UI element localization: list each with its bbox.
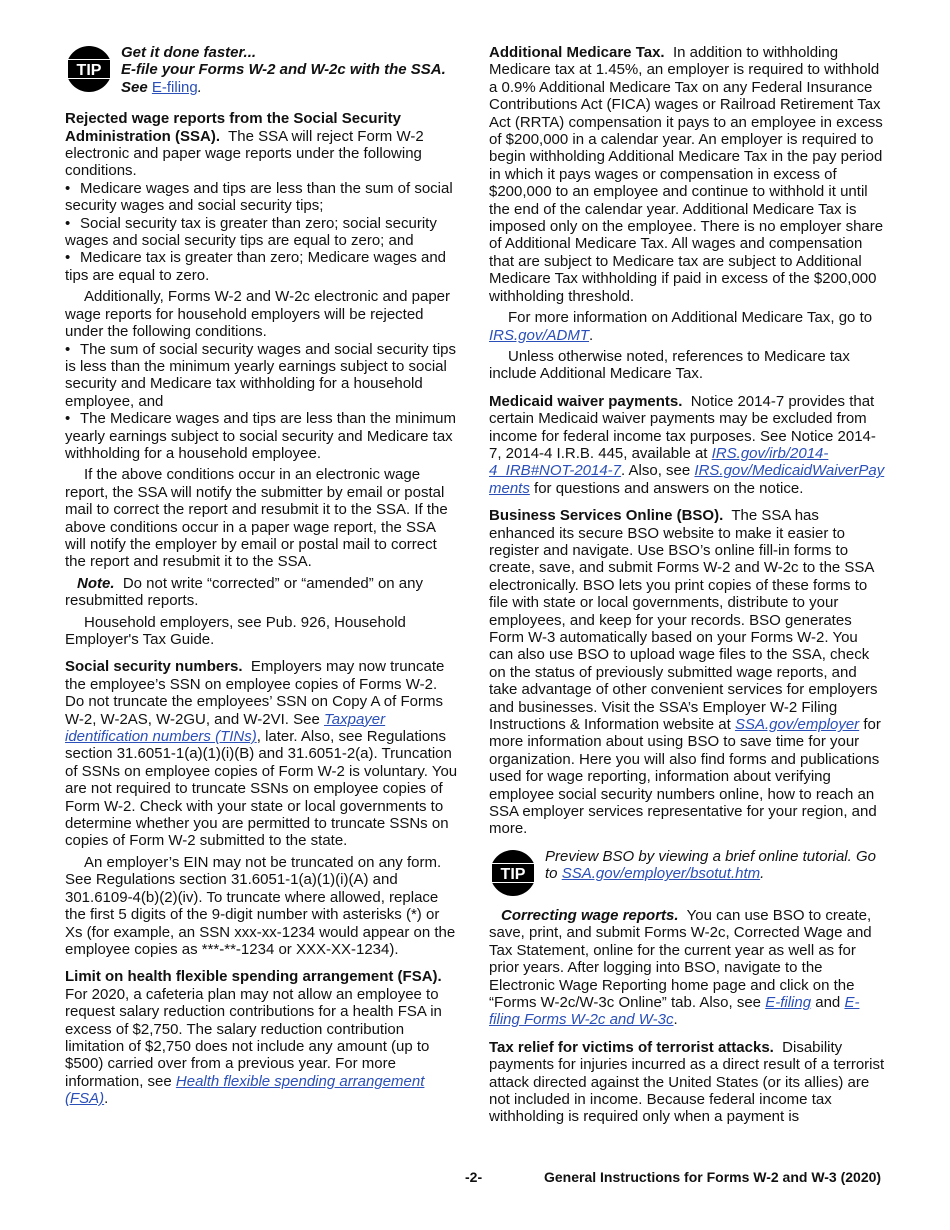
fsa-end: . (104, 1090, 109, 1108)
fsa-paragraph (65, 968, 458, 1107)
efiling-link-2[interactable]: E-filing (765, 993, 812, 1011)
tip-icon (65, 45, 113, 93)
tip-callout-bso (489, 848, 886, 897)
rejected-reports-paragraph (65, 110, 458, 180)
tip-icon-label: TIP (76, 62, 102, 79)
medicaid-paragraph (489, 393, 886, 497)
notify-paragraph: If the above conditions occur in an electronic wage report, the SSA will notify the submitter by email or postal mail to correct the report and resubmit it to the SSA. If the above conditions occur in a paper wage report, the SSA will notify the employer by email or postal mail to correct the report and resubmit it to the SSA. (65, 466, 448, 571)
admt-link[interactable]: IRS.gov/ADMT (489, 326, 590, 344)
correcting-and: and (815, 993, 841, 1011)
tip-icon (489, 849, 537, 897)
tip-bso-text: Preview BSO by viewing a brief online tutorial. Go to (545, 847, 876, 883)
ssn-text-2: , later. Also, see Regulations section 31.6051-1(a)(1)(i)(B) and 31.6051-2(a). Truncation of SSNs on employee copies of Form W-2 is voluntary. You are not required to truncate SSNs on employee copies of Form W-2. Check with your state or local governments to determine whether you are permitted to truncate SSNs on copies of Form W-2 submitted to the state. (65, 728, 458, 850)
left-column (65, 44, 458, 1108)
bso-text: The SSA has enhanced its secure BSO website to make it easier to register and navigate. Use BSO’s online fill-in forms to create, save, and submit Forms W-2 and W-2c to the SSA electronically. BSO lets you print copies of these forms to file with state or local governments, distribute to your employees, and keep for your records. BSO generates Form W-3 automatically based on your Forms W-2. You can also use BSO to upload wage files to the SSA, check on the status of previously submitted wage reports, and take advantage of other convenient services for employers and businesses. Visit the SSA’s Employer W-2 Filing Instructions & Information website at (489, 507, 878, 734)
list-item: • Medicare tax is greater than zero; Medicare wages and tips are equal to zero. (65, 249, 447, 284)
note-text: Do not write “corrected” or “amended” on any resubmitted reports. (65, 574, 423, 610)
page-number: -2- (465, 1169, 483, 1185)
list-item: • Social security tax is greater than zero; social security wages and social security tips are equal to zero; and (65, 214, 437, 250)
medicaid-waiver-link[interactable]: IRS.gov/MedicaidWaiverPayments (489, 462, 885, 497)
medicaid-text-2: . Also, see (621, 462, 691, 480)
list-item: • The sum of social security wages and social security tips is less than the minimum yearly earnings subject to social security and Medicare tax withholding for a household employee, and (65, 340, 456, 410)
tip-end: . (197, 78, 202, 96)
bso-text-2: for more information about using BSO to save time for your organization. Here you will also find forms and publications used for wage reporting, information about verifying employee social security numbers online, how to reach an SSA employer services representative for your region, and more. (489, 716, 881, 838)
tip-bso-end: . (760, 865, 765, 883)
tip-callout-efile (65, 44, 458, 96)
ssn-paragraph (65, 658, 458, 849)
note-paragraph (65, 575, 458, 610)
fsa-link[interactable]: Health flexible spending arrangement (FSA) (65, 1072, 425, 1108)
correcting-end: . (673, 1011, 678, 1029)
correcting-paragraph (489, 907, 886, 1029)
amt-unless-paragraph: Unless otherwise noted, references to Medicare tax include Additional Medicare Tax. (489, 347, 850, 383)
tip-text (121, 44, 446, 96)
household-intro: Additionally, Forms W-2 and W-2c electronic and paper wage reports for household employers will be rejected under the following conditions. (65, 288, 450, 341)
ssn-heading: Social security numbers. (65, 658, 243, 676)
terror-text: Disability payments for injuries incurred as a direct result of a terrorist attack directed against the United States (or its allies) are not included in income. Because federal income tax withholding is required only when a payment is (489, 1038, 885, 1126)
amt-more-text: For more information on Additional Medicare Tax, go to (508, 309, 873, 327)
correcting-text: You can use BSO to create, save, print, and submit Forms W-2c, Corrected Wage and Tax Statement, online for the current year as well as for prior years. After logging into BSO, navigate to the Electronic Wage Reporting home page and click on the “Forms W-2c/W-3c Online” tab. Also, see (489, 906, 872, 1011)
tip-see: See (121, 78, 148, 96)
irb-link[interactable]: IRS.gov/irb/2014-4_IRB#NOT-2014-7 (489, 444, 829, 480)
bullet-text: Medicare wages and tips are less than the sum of social security wages and social security tips; (65, 179, 453, 215)
bso-tutorial-link[interactable]: SSA.gov/employer/bsotut.htm (561, 865, 761, 883)
bso-heading: Business Services Online (BSO). (489, 507, 724, 525)
tip-icon-label: TIP (500, 865, 526, 883)
medicaid-text-3: for questions and answers on the notice. (534, 479, 804, 497)
household-pub-paragraph: Household employers, see Pub. 926, Household Employer's Tax Guide. (65, 613, 406, 648)
list-item: • The Medicare wages and tips are less than the minimum yearly earnings subject to social security and Medicare tax withholding for a household employee. (65, 410, 457, 462)
tip-line-1: Get it done faster... (121, 44, 257, 61)
medicaid-text: Notice 2014-7 provides that certain Medicaid waiver payments may be excluded from income for federal income tax purposes. See Notice 2014-7, 2014-4 I.R.B. 445, available at (489, 392, 876, 462)
note-label: Note. (77, 574, 115, 592)
efiling-w2c-link[interactable]: E-filing Forms W-2c and W-3c (489, 993, 860, 1029)
terror-heading: Tax relief for victims of terrorist attacks. (489, 1038, 774, 1056)
footer-title: General Instructions for Forms W-2 and W-3 (2020) (544, 1169, 882, 1185)
ssn-text: Employers may now truncate the employee’s SSN on employee copies of Forms W-2. Do not truncate the employees’ SSN on Copy A of Forms W-2, W-2AS, W-2GU, and W-2VI. See (65, 658, 445, 728)
medicaid-heading: Medicaid waiver payments. (489, 392, 683, 410)
tip-line-2: E-file your Forms W-2 and W-2c with the SSA. (121, 61, 446, 79)
amt-paragraph (489, 44, 886, 305)
terror-paragraph (489, 1039, 886, 1126)
efiling-link[interactable]: E-filing (151, 78, 198, 96)
amt-end: . (589, 326, 594, 344)
fsa-heading: Limit on health flexible spending arrangement (FSA). (65, 968, 442, 986)
rejected-intro: The SSA will reject Form W-2 electronic and paper wage reports under the following conditions. (65, 127, 424, 180)
ein-paragraph: An employer’s EIN may not be truncated on any form. See Regulations section 31.6051-1(a)(1)(i)(A) and 301.6109-4(b)(2)(iv). To truncate where allowed, replace the first 5 digits of the 9-digit number with asterisks (*) or Xs (for example, an SSN xxx-xx-1234 would appear on the employee copies as ***-**-1234 or XXX-XX-1234). (65, 853, 456, 958)
bso-paragraph (489, 507, 886, 838)
correcting-heading: Correcting wage reports. (501, 906, 679, 924)
amt-more-paragraph (489, 309, 886, 344)
ssa-employer-link[interactable]: SSA.gov/employer (734, 716, 860, 734)
bullet-text: Medicare tax is greater than zero; Medicare wages and tips are equal to zero. (65, 249, 447, 284)
right-column (489, 44, 886, 1126)
amt-text: In addition to withholding Medicare tax at 1.45%, an employer is required to withhold a 0.9% Additional Medicare Tax on any Federal Insurance Contributions Act (FICA) wages or Railroad Retirement Tax Act (RRTA) compensation it pays to an employee in excess of $200,000 in a calendar year. An employer is required to begin withholding Additional Medicare Tax in the pay period in which it pays wages or compensation in excess of $200,000 to an employee and continue to withhold it until the end of the calendar year. Additional Medicare Tax is imposed only on the employee. There is no employer share of Additional Medicare Tax. All wages and compensation that are subject to Medicare tax are subject to Additional Medicare Tax withholding if paid in excess of the $200,000 withholding threshold. (489, 44, 884, 305)
rejected-reports-heading: Rejected wage reports from the Social Security Administration (SSA). (65, 110, 401, 145)
bullet-text: Social security tax is greater than zero; social security wages and social security tips are equal to zero; and (65, 214, 437, 250)
fsa-text: For 2020, a cafeteria plan may not allow an employee to request salary reduction contributions for a health FSA in excess of $2,750. The salary reduction contribution limitation of $2,750 does not include any amount (up to $500) carried over from a previous year. For more information, see (65, 985, 442, 1090)
bullet-text: The sum of social security wages and social security tips is less than the minimum yearly earnings subject to social security and Medicare tax withholding for a household employee, and (65, 340, 456, 410)
bullet-text: The Medicare wages and tips are less than the minimum yearly earnings subject to social security and Medicare tax withholding for a household employee. (65, 410, 457, 462)
amt-heading: Additional Medicare Tax. (489, 44, 665, 61)
tip-text (545, 848, 886, 883)
tin-link[interactable]: Taxpayer identification numbers (TINs) (65, 710, 386, 746)
list-item: • Medicare wages and tips are less than the sum of social security wages and social security tips; (65, 179, 453, 215)
